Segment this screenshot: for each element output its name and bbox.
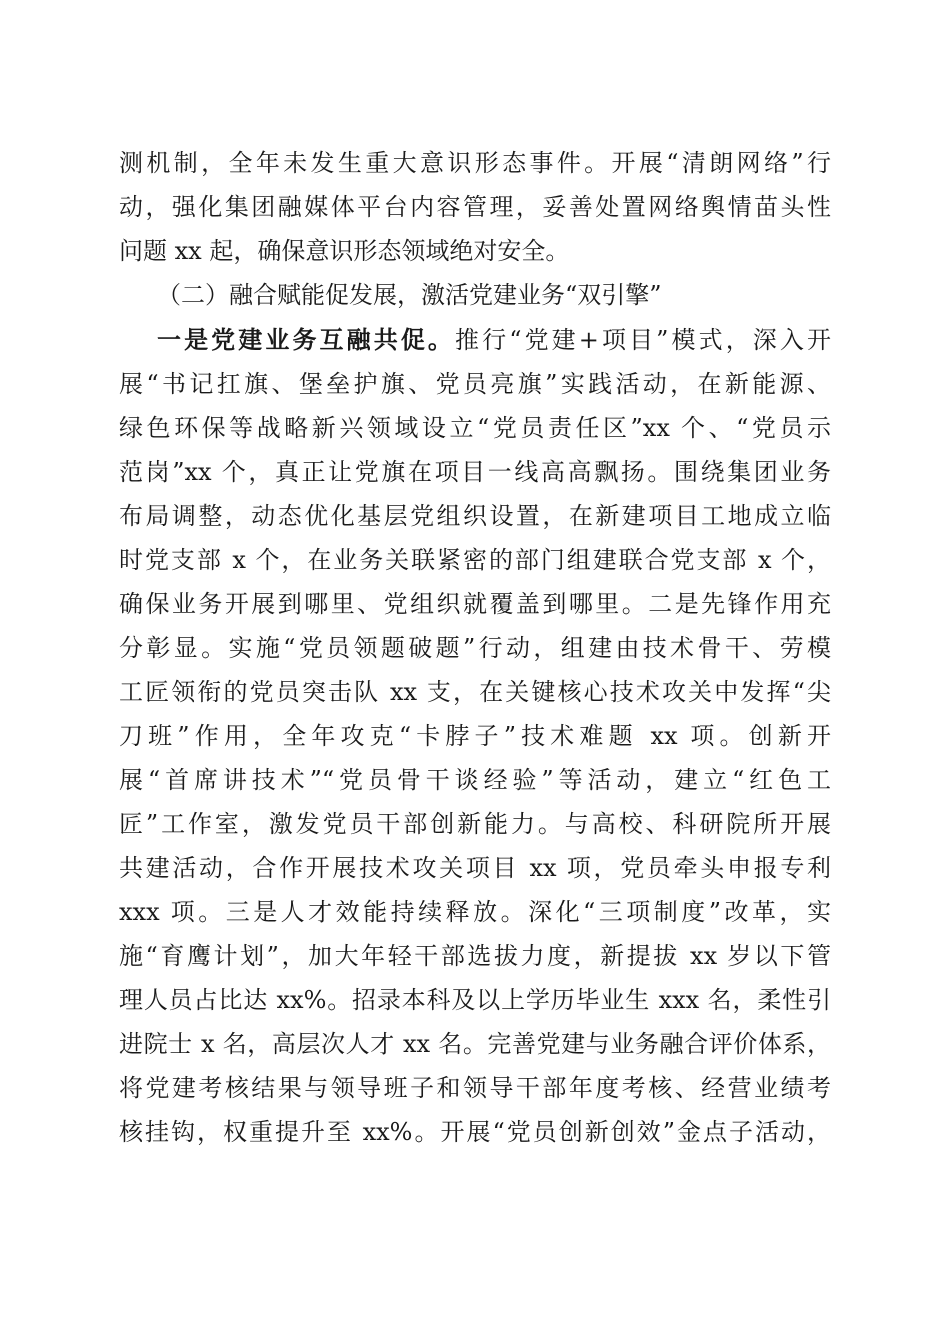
paragraph-line: 确保业务开展到哪里、党组织就覆盖到哪里。二是先锋作用充 xyxy=(119,590,831,618)
paragraph-line: 将党建考核结果与领导班子和领导干部年度考核、经营业绩考 xyxy=(119,1074,831,1102)
paragraph-line: xxx 项。三是人才效能持续释放。深化“三项制度”改革，实 xyxy=(119,898,831,926)
paragraph-line: 刀班”作用，全年攻克“卡脖子”技术难题 xx 项。创新开 xyxy=(119,722,831,750)
lead-rest: 推行“党建+项目”模式，深入开 xyxy=(455,326,831,354)
paragraph-line: 测机制，全年未发生重大意识形态事件。开展“清朗网络”行 xyxy=(119,149,831,177)
paragraph-line: 问题 xx 起，确保意识形态领域绝对安全。 xyxy=(119,237,570,265)
paragraph-line: 进院士 x 名，高层次人才 xx 名。完善党建与业务融合评价体系， xyxy=(119,1030,831,1058)
paragraph-line: 工匠领衔的党员突击队 xx 支，在关键核心技术攻关中发挥“尖 xyxy=(119,678,831,706)
paragraph-line: 展“书记扛旗、堡垒护旗、党员亮旗”实践活动，在新能源、 xyxy=(119,370,831,398)
paragraph-line: 动，强化集团融媒体平台内容管理，妥善处置网络舆情苗头性 xyxy=(119,193,831,221)
paragraph-line: 匠”工作室，激发党员干部创新能力。与高校、科研院所开展 xyxy=(119,810,831,838)
paragraph-line: 核挂钩，权重提升至 xx%。开展“党员创新创效”金点子活动， xyxy=(119,1118,831,1146)
paragraph-first-line xyxy=(157,320,831,360)
paragraph-line: 范岗”xx 个，真正让党旗在项目一线高高飘扬。围绕集团业务 xyxy=(119,458,831,486)
paragraph-line: 分彰显。实施“党员领题破题”行动，组建由技术骨干、劳模 xyxy=(119,634,831,662)
paragraph-line: 时党支部 x 个，在业务关联紧密的部门组建联合党支部 x 个， xyxy=(119,546,831,574)
paragraph-line: 共建活动，合作开展技术攻关项目 xx 项，党员牵头申报专利 xyxy=(119,854,831,882)
section-heading: （二）融合赋能促发展，激活党建业务“双引擎” xyxy=(157,281,662,309)
paragraph-line: 布局调整，动态优化基层党组织设置，在新建项目工地成立临 xyxy=(119,502,831,530)
paragraph-line: 理人员占比达 xx%。招录本科及以上学历毕业生 xxx 名，柔性引 xyxy=(119,986,831,1014)
paragraph-line: 绿色环保等战略新兴领域设立“党员责任区”xx 个、“党员示 xyxy=(119,414,831,442)
paragraph-line: 展“首席讲技术”“党员骨干谈经验”等活动，建立“红色工 xyxy=(119,766,831,794)
lead-phrase: 一是党建业务互融共促。 xyxy=(157,325,456,354)
paragraph-line: 施“育鹰计划”，加大年轻干部选拔力度，新提拔 xx 岁以下管 xyxy=(119,942,831,970)
